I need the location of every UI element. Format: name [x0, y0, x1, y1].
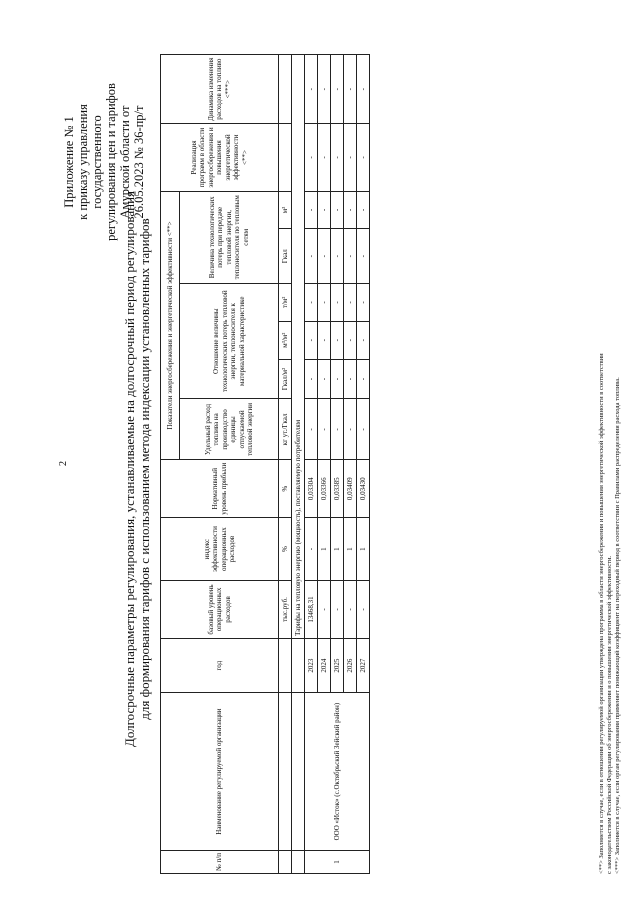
org-name: ООО «Исток» (с.Октябрьский Зейский район): [305, 693, 370, 850]
parameters-table: [160, 54, 370, 874]
col-base-header: базовый уровень операционных расходов: [161, 581, 279, 639]
col-fuel-header: Удельный расход топлива на производство единицы отпускаемой тепловой энергии: [180, 399, 279, 460]
profit-cell: 0,03430: [357, 460, 370, 518]
fuel-cell: -: [331, 399, 344, 460]
value-cell: -: [318, 191, 331, 229]
title-line: для формирования тарифов с использованием метода индексации установленных тарифов: [137, 218, 152, 720]
col-profit-header: Нормативный уровень прибыли: [161, 460, 279, 518]
section-title: Тарифы на тепловую энергию (мощность), поставляемую потребителям: [292, 55, 305, 639]
value-cell: -: [331, 191, 344, 229]
value-cell: -: [318, 229, 331, 284]
value-cell: -: [305, 359, 318, 399]
value-cell: -: [318, 284, 331, 322]
profit-cell: 0,03366: [318, 460, 331, 518]
org-number: 1: [305, 850, 370, 873]
appendix-line: регулирования цен и тарифов: [104, 83, 118, 241]
index-cell: 1: [318, 518, 331, 581]
col-num-header: № п/п: [161, 850, 279, 873]
dynamics-cell: -: [318, 55, 331, 124]
base-cell: 13468,31: [305, 581, 318, 639]
profit-cell: 0,03409: [344, 460, 357, 518]
fuel-cell: -: [318, 399, 331, 460]
value-cell: -: [331, 321, 344, 359]
value-cell: -: [331, 284, 344, 322]
unit-cell: тыс.руб.: [279, 581, 292, 639]
dynamics-cell: -: [357, 55, 370, 124]
dynamics-cell: -: [331, 55, 344, 124]
unit-cell: [279, 638, 292, 693]
index-cell: 1: [344, 518, 357, 581]
base-cell: -: [318, 581, 331, 639]
base-cell: -: [331, 581, 344, 639]
program-cell: -: [357, 124, 370, 191]
value-cell: -: [344, 284, 357, 322]
base-cell: -: [357, 581, 370, 639]
section-cell: [292, 693, 305, 850]
dynamics-cell: -: [344, 55, 357, 124]
fuel-cell: -: [305, 399, 318, 460]
unit-cell: [279, 693, 292, 850]
value-cell: -: [357, 229, 370, 284]
unit-cell: т/м²: [279, 284, 292, 322]
value-cell: -: [331, 359, 344, 399]
appendix-line: 26.05.2023 № 36-пр/т: [132, 105, 146, 219]
header-row: [161, 55, 180, 874]
value-cell: -: [305, 284, 318, 322]
program-cell: -: [344, 124, 357, 191]
year-cell: 2026: [344, 638, 357, 693]
value-cell: -: [357, 321, 370, 359]
title-line: Долгосрочные параметры регулирования, устанавливаемые на долгосрочный период регулирования: [122, 190, 137, 748]
profit-cell: 0,03304: [305, 460, 318, 518]
value-cell: -: [344, 191, 357, 229]
table-row: [305, 55, 318, 874]
energy-group-header: Показатели энергосбережения и энергетической эффективности <**>: [161, 191, 180, 460]
footnote: <***> Заполняется в случае, если орган регулирования применяет понижающий коэффициент на переходный период в соответствии с Правилами распределения расхода топлива.: [614, 377, 621, 874]
section-cell: [292, 638, 305, 693]
value-cell: -: [305, 191, 318, 229]
index-cell: 1: [331, 518, 344, 581]
appendix-line: государственного: [90, 115, 104, 209]
unit-cell: [279, 850, 292, 873]
units-row: [279, 55, 292, 874]
col-loss-ratio-header: Отношение величины технологических потерь тепловой энергии, теплоносителя к материальной характеристике: [180, 284, 279, 399]
col-index-header: индекс эффективности операционных расходов: [161, 518, 279, 581]
appendix-line: к приказу управления: [76, 104, 90, 220]
section-row: [292, 55, 305, 874]
value-cell: -: [344, 359, 357, 399]
unit-cell: Гкал/м²: [279, 359, 292, 399]
value-cell: -: [318, 359, 331, 399]
program-cell: -: [331, 124, 344, 191]
program-cell: -: [305, 124, 318, 191]
footnote: <**> Заполняется в случае, если в отношении регулируемой организации утверждена программа в области энергосбережения и повышения энергетической эффективности в соответствии: [598, 353, 605, 874]
value-cell: -: [357, 191, 370, 229]
value-cell: -: [331, 229, 344, 284]
unit-cell: м³: [279, 191, 292, 229]
program-cell: -: [318, 124, 331, 191]
value-cell: -: [318, 321, 331, 359]
year-cell: 2025: [331, 638, 344, 693]
unit-cell: кг ут./Гкал: [279, 399, 292, 460]
col-dynamics-header: Динамика изменения расходов на топливо <***>: [161, 55, 279, 124]
unit-cell: м³/м²: [279, 321, 292, 359]
col-loss-value-header: Величина технологических потерь при передаче тепловой энергии, теплоносителя по тепловым сетям: [180, 191, 279, 283]
unit-cell: %: [279, 518, 292, 581]
year-cell: 2023: [305, 638, 318, 693]
unit-cell: Гкал: [279, 229, 292, 284]
appendix-line: Приложение № 1: [62, 116, 76, 208]
year-cell: 2024: [318, 638, 331, 693]
profit-cell: 0,03385: [331, 460, 344, 518]
footnotes: [598, 34, 622, 874]
unit-cell: %: [279, 460, 292, 518]
year-cell: 2027: [357, 638, 370, 693]
unit-cell: [279, 124, 292, 191]
document-title: [122, 74, 152, 864]
value-cell: -: [305, 229, 318, 284]
fuel-cell: -: [357, 399, 370, 460]
index-cell: -: [305, 518, 318, 581]
appendix-line: Амурской области от: [118, 105, 132, 219]
value-cell: -: [357, 284, 370, 322]
fuel-cell: -: [344, 399, 357, 460]
value-cell: -: [344, 229, 357, 284]
page-number: 2: [58, 461, 69, 466]
col-program-header: Реализация программ в области энергосбережения и повышения энергетической эффективности <**>: [161, 124, 279, 191]
col-org-header: Наименование регулируемой организации: [161, 693, 279, 850]
value-cell: -: [357, 359, 370, 399]
value-cell: -: [305, 321, 318, 359]
col-year-header: год: [161, 638, 279, 693]
section-cell: [292, 850, 305, 873]
footnote: с законодательством Российской Федерации об энергосбережении и о повышении энергетической эффективности.: [606, 555, 613, 874]
value-cell: -: [344, 321, 357, 359]
base-cell: -: [344, 581, 357, 639]
unit-cell: [279, 55, 292, 124]
dynamics-cell: -: [305, 55, 318, 124]
index-cell: 1: [357, 518, 370, 581]
